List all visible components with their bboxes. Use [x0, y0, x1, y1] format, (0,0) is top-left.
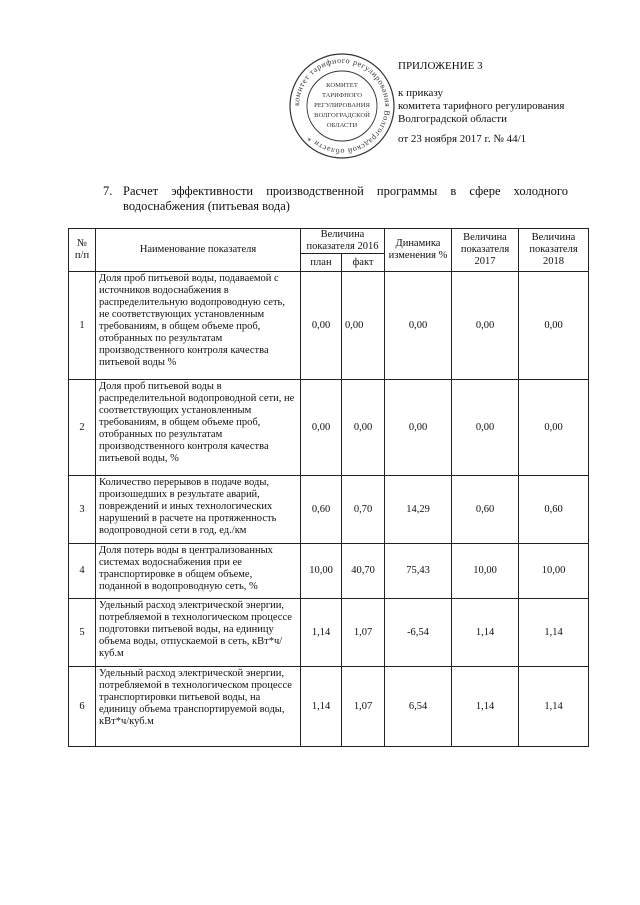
svg-text:комитет тарифного регулировани: комитет тарифного регулирования Волгоградской области *	[291, 55, 393, 157]
fact-2016: 0,70	[342, 476, 385, 544]
appendix-header	[398, 60, 633, 146]
header-fact: факт	[342, 254, 385, 272]
indicator-name: Доля проб питьевой воды в распределительной водопроводной сети, не соответствующих установленным требованиям, в общем объеме проб, отобранных по результатам производственного контроля качества питьевой воды, %	[96, 380, 301, 476]
row-number: 2	[69, 380, 96, 476]
header-value-2018: Величина показателя 2018	[519, 229, 589, 272]
official-seal	[288, 52, 396, 160]
header-num: № п/п	[69, 229, 96, 272]
header-plan: план	[301, 254, 342, 272]
value-2017: 1,14	[452, 667, 519, 747]
indicator-name: Удельный расход электрической энергии, потребляемой в технологическом процессе транспортировки питьевой воды, на единицу объема транспортируемой воды, кВт*ч/куб.м	[96, 667, 301, 747]
table-row	[69, 272, 589, 380]
table-row	[69, 599, 589, 667]
value-2018: 10,00	[519, 544, 589, 599]
value-2017: 0,00	[452, 272, 519, 380]
order-date: от 23 ноября 2017 г. № 44/1	[398, 133, 527, 145]
section-number: 7.	[103, 184, 113, 198]
row-number: 6	[69, 667, 96, 747]
row-number: 4	[69, 544, 96, 599]
fact-2016: 0,00	[342, 272, 385, 380]
svg-text:КОМИТЕТ: КОМИТЕТ	[326, 82, 358, 89]
svg-text:ОБЛАСТИ: ОБЛАСТИ	[326, 122, 358, 129]
indicator-name: Доля проб питьевой воды, подаваемой с источников водоснабжения в распределительную водопроводную сеть, не соответствующих установленным требованиям, в общем объеме проб, отобранных по результатам производственного контроля качества питьевой воды %	[96, 272, 301, 380]
plan-2016: 0,00	[301, 380, 342, 476]
fact-2016: 1,07	[342, 667, 385, 747]
plan-2016: 1,14	[301, 667, 342, 747]
header-name: Наименование показателя	[96, 229, 301, 272]
plan-2016: 0,60	[301, 476, 342, 544]
section-title-line-1: Расчет эффективности производственной программы в сфере холодного	[123, 184, 568, 198]
value-2018: 0,60	[519, 476, 589, 544]
order-line-2: комитета тарифного регулирования	[398, 100, 565, 112]
plan-2016: 0,00	[301, 272, 342, 380]
plan-2016: 1,14	[301, 599, 342, 667]
appendix-title: ПРИЛОЖЕНИЕ 3	[398, 60, 483, 72]
dynamics-value: -6,54	[385, 599, 452, 667]
dynamics-value: 0,00	[385, 380, 452, 476]
header-dynamics: Динамика изменения %	[385, 229, 452, 272]
dynamics-value: 14,29	[385, 476, 452, 544]
table-row	[69, 544, 589, 599]
value-2017: 0,60	[452, 476, 519, 544]
order-line-1: к приказу	[398, 87, 444, 99]
table-row	[69, 667, 589, 747]
fact-2016: 40,70	[342, 544, 385, 599]
svg-text:ВОЛГОГРАДСКОЙ: ВОЛГОГРАДСКОЙ	[314, 112, 370, 119]
svg-text:РЕГУЛИРОВАНИЯ: РЕГУЛИРОВАНИЯ	[314, 102, 370, 109]
efficiency-table	[68, 228, 589, 747]
table-row	[69, 380, 589, 476]
value-2018: 1,14	[519, 667, 589, 747]
section-heading	[103, 184, 568, 214]
indicator-name: Удельный расход электрической энергии, потребляемой в технологическом процессе подготовки питьевой воды, на единицу объема воды, отпускаемой в сеть, кВт*ч/куб.м	[96, 599, 301, 667]
value-2018: 0,00	[519, 380, 589, 476]
value-2017: 1,14	[452, 599, 519, 667]
fact-2016: 0,00	[342, 380, 385, 476]
value-2018: 0,00	[519, 272, 589, 380]
fact-2016: 1,07	[342, 599, 385, 667]
svg-text:ТАРИФНОГО: ТАРИФНОГО	[321, 92, 363, 99]
plan-2016: 10,00	[301, 544, 342, 599]
value-2018: 1,14	[519, 599, 589, 667]
header-value-2017: Величина показателя 2017	[452, 229, 519, 272]
dynamics-value: 75,43	[385, 544, 452, 599]
indicator-name: Количество перерывов в подаче воды, произошедших в результате аварий, повреждений и иных технологических нарушений в расчете на протяженность водопроводной сети в год, ед./км	[96, 476, 301, 544]
section-title-line-2: водоснабжения (питьевая вода)	[123, 199, 290, 213]
value-2017: 10,00	[452, 544, 519, 599]
dynamics-value: 0,00	[385, 272, 452, 380]
header-value-2016: Величина показателя 2016	[301, 229, 385, 254]
indicator-name: Доля потерь воды в централизованных системах водоснабжения при ее транспортировке в общем объеме, поданной в водопроводную сеть, %	[96, 544, 301, 599]
row-number: 3	[69, 476, 96, 544]
row-number: 5	[69, 599, 96, 667]
value-2017: 0,00	[452, 380, 519, 476]
order-line-3: Волгоградской области	[398, 113, 507, 125]
table-row	[69, 476, 589, 544]
seal-graphic	[288, 52, 396, 160]
row-number: 1	[69, 272, 96, 380]
dynamics-value: 6,54	[385, 667, 452, 747]
